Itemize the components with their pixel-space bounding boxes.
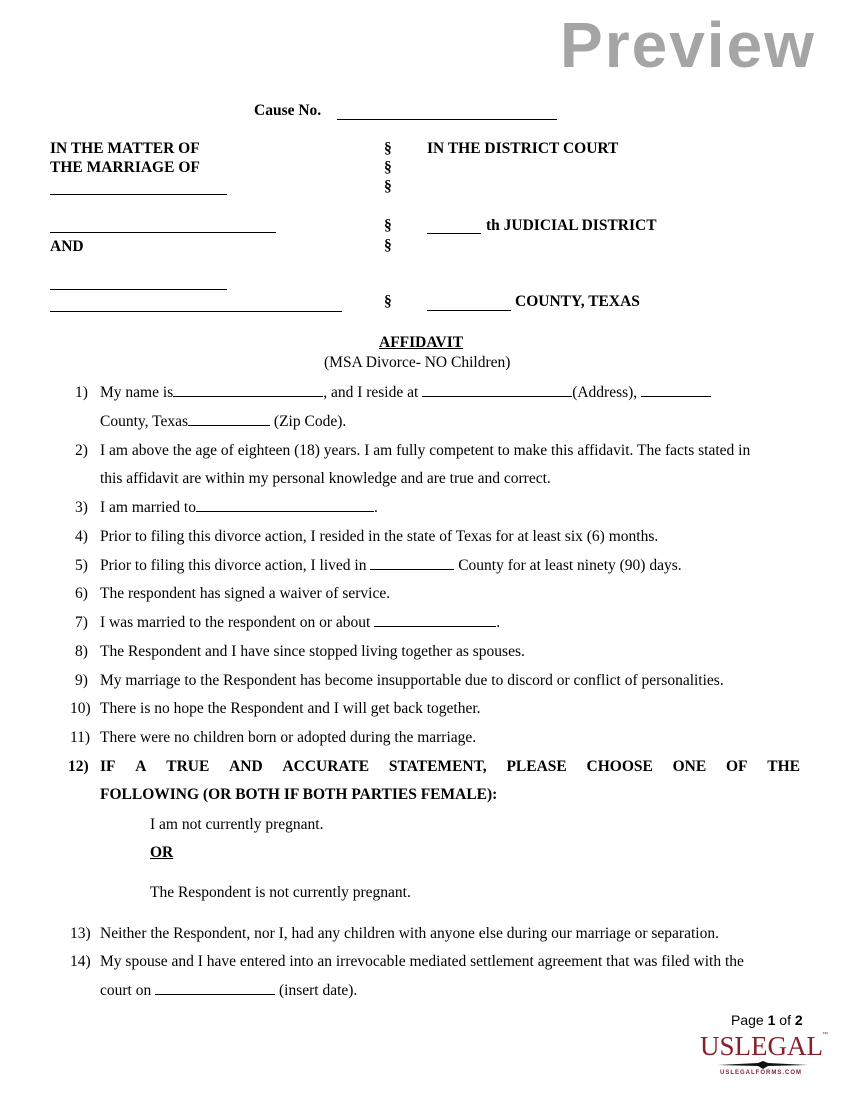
item-9-text: My marriage to the Respondent has become insupportable due to discord or conflict of personalities.: [100, 672, 724, 689]
item-number: 10): [70, 700, 91, 717]
item-5-text: [100, 557, 682, 575]
logo-url: USLEGALFORMS.COM: [720, 1070, 802, 1076]
marriage-of-label: THE MARRIAGE OF: [50, 159, 200, 176]
section-symbol: §: [384, 217, 392, 234]
item-2-line-1: I am above the age of eighteen (18) years. I am fully competent to make this affidavit. The facts stated in: [100, 442, 751, 459]
respondent-name-field[interactable]: [50, 289, 227, 290]
item-7-text: [100, 614, 500, 632]
item-12-word: IF: [100, 758, 116, 775]
item-4-text: Prior to filing this divorce action, I resided in the state of Texas for at least six (6) months.: [100, 528, 659, 545]
item-number: 2): [75, 442, 88, 459]
item-12-line-2: FOLLOWING (OR BOTH IF BOTH PARTIES FEMALE):: [100, 786, 498, 803]
item-14-text-a: court on: [100, 982, 156, 999]
county-texas-label: COUNTY, TEXAS: [515, 293, 640, 310]
item-number: 14): [70, 953, 91, 970]
item-1-line-1: [100, 384, 711, 402]
option-not-pregnant-self[interactable]: I am not currently pregnant.: [150, 816, 324, 833]
item-3-text: [100, 499, 378, 517]
item-14-text-b: (insert date).: [275, 982, 358, 999]
affidavit-title: AFFIDAVIT: [379, 334, 464, 351]
page-of: of: [775, 1012, 795, 1028]
section-symbol: §: [384, 293, 392, 310]
spouse-name-field[interactable]: [196, 510, 374, 512]
section-symbol: §: [384, 140, 392, 157]
item-5-text-b: County for at least ninety (90) days.: [454, 557, 682, 574]
petitioner-name-field-2[interactable]: [50, 232, 276, 233]
item-1-line-2: [100, 413, 346, 431]
item-1-text-a: My name is: [100, 384, 174, 401]
residence-county-field[interactable]: [370, 568, 454, 570]
settlement-date-field[interactable]: [155, 993, 275, 995]
page-current: 1: [767, 1012, 776, 1028]
item-number: 1): [75, 384, 88, 401]
section-symbol: §: [384, 237, 392, 254]
eagle-wings-icon: [718, 1061, 808, 1069]
cause-number-field[interactable]: [337, 119, 557, 120]
uslegal-logo[interactable]: [700, 1032, 830, 1078]
and-label: AND: [50, 238, 84, 255]
page-indicator: [731, 1012, 803, 1028]
item-3-text-b: .: [373, 499, 378, 516]
item-number: 7): [75, 614, 88, 631]
item-12-word: STATEMENT,: [388, 758, 487, 775]
item-12-word: THE: [767, 758, 800, 775]
cause-number-label: Cause No.: [254, 102, 322, 119]
item-number: 12): [68, 758, 89, 775]
item-1-county-texas: County, Texas: [100, 413, 189, 430]
option-not-pregnant-respondent[interactable]: The Respondent is not currently pregnant.: [150, 884, 411, 901]
item-number: 5): [75, 557, 88, 574]
or-label: OR: [150, 844, 174, 861]
address-field[interactable]: [422, 395, 572, 397]
item-number: 8): [75, 643, 88, 660]
item-number: 3): [75, 499, 88, 516]
item-number: 6): [75, 585, 88, 602]
county-field[interactable]: [641, 395, 711, 397]
item-7-text-a: I was married to the respondent on or about: [100, 614, 375, 631]
item-12-word: AND: [229, 758, 263, 775]
item-5-text-a: Prior to filing this divorce action, I lived in: [100, 557, 371, 574]
item-14-line-2: [100, 982, 357, 1000]
item-14-line-1: My spouse and I have entered into an irrevocable mediated settlement agreement that was filed with the: [100, 953, 744, 970]
item-12-word: CHOOSE: [586, 758, 653, 775]
item-12-word: TRUE: [166, 758, 210, 775]
preview-watermark: Preview: [560, 9, 816, 81]
item-3-text-a: I am married to: [100, 499, 196, 516]
item-10-text: There is no hope the Respondent and I will get back together.: [100, 700, 481, 717]
district-court-label: IN THE DISTRICT COURT: [427, 140, 619, 157]
logo-trademark: ™: [822, 1032, 828, 1038]
county-name-field[interactable]: [427, 310, 511, 311]
item-12-word: ONE: [672, 758, 707, 775]
judicial-district-label: th JUDICIAL DISTRICT: [486, 217, 657, 234]
item-1-text-b: , and I reside at: [323, 384, 423, 401]
item-1-text-c: (Address),: [572, 384, 642, 401]
item-7-text-b: .: [496, 614, 501, 631]
zip-code-field[interactable]: [188, 424, 270, 426]
item-1-zip-label: (Zip Code).: [270, 413, 347, 430]
item-12-line-1: [100, 758, 800, 776]
item-number: 9): [75, 672, 88, 689]
item-6-text: The respondent has signed a waiver of service.: [100, 585, 391, 602]
item-12-word: ACCURATE: [282, 758, 370, 775]
section-symbol: §: [384, 178, 392, 195]
logo-wordmark: USLEGAL: [700, 1031, 823, 1061]
section-symbol: §: [384, 159, 392, 176]
item-number: 13): [70, 925, 91, 942]
name-field[interactable]: [173, 395, 323, 397]
district-number-field[interactable]: [427, 233, 481, 234]
item-8-text: The Respondent and I have since stopped living together as spouses.: [100, 643, 525, 660]
item-number: 4): [75, 528, 88, 545]
item-2-line-2: this affidavit are within my personal knowledge and are true and correct.: [100, 470, 551, 487]
page-total: 2: [794, 1012, 803, 1028]
respondent-name-field-2[interactable]: [50, 311, 342, 312]
item-12-word: PLEASE: [506, 758, 567, 775]
affidavit-subtitle: (MSA Divorce- NO Children): [324, 354, 511, 371]
page-prefix: Page: [731, 1012, 768, 1028]
item-13-text: Neither the Respondent, nor I, had any children with anyone else during our marriage or separation.: [100, 925, 719, 942]
petitioner-name-field[interactable]: [50, 194, 227, 195]
item-number: 11): [70, 729, 91, 746]
item-12-word: OF: [725, 758, 748, 775]
item-12-word: A: [135, 758, 147, 775]
matter-of-label: IN THE MATTER OF: [50, 140, 200, 157]
marriage-date-field[interactable]: [374, 625, 496, 627]
item-11-text: There were no children born or adopted during the marriage.: [100, 729, 477, 746]
